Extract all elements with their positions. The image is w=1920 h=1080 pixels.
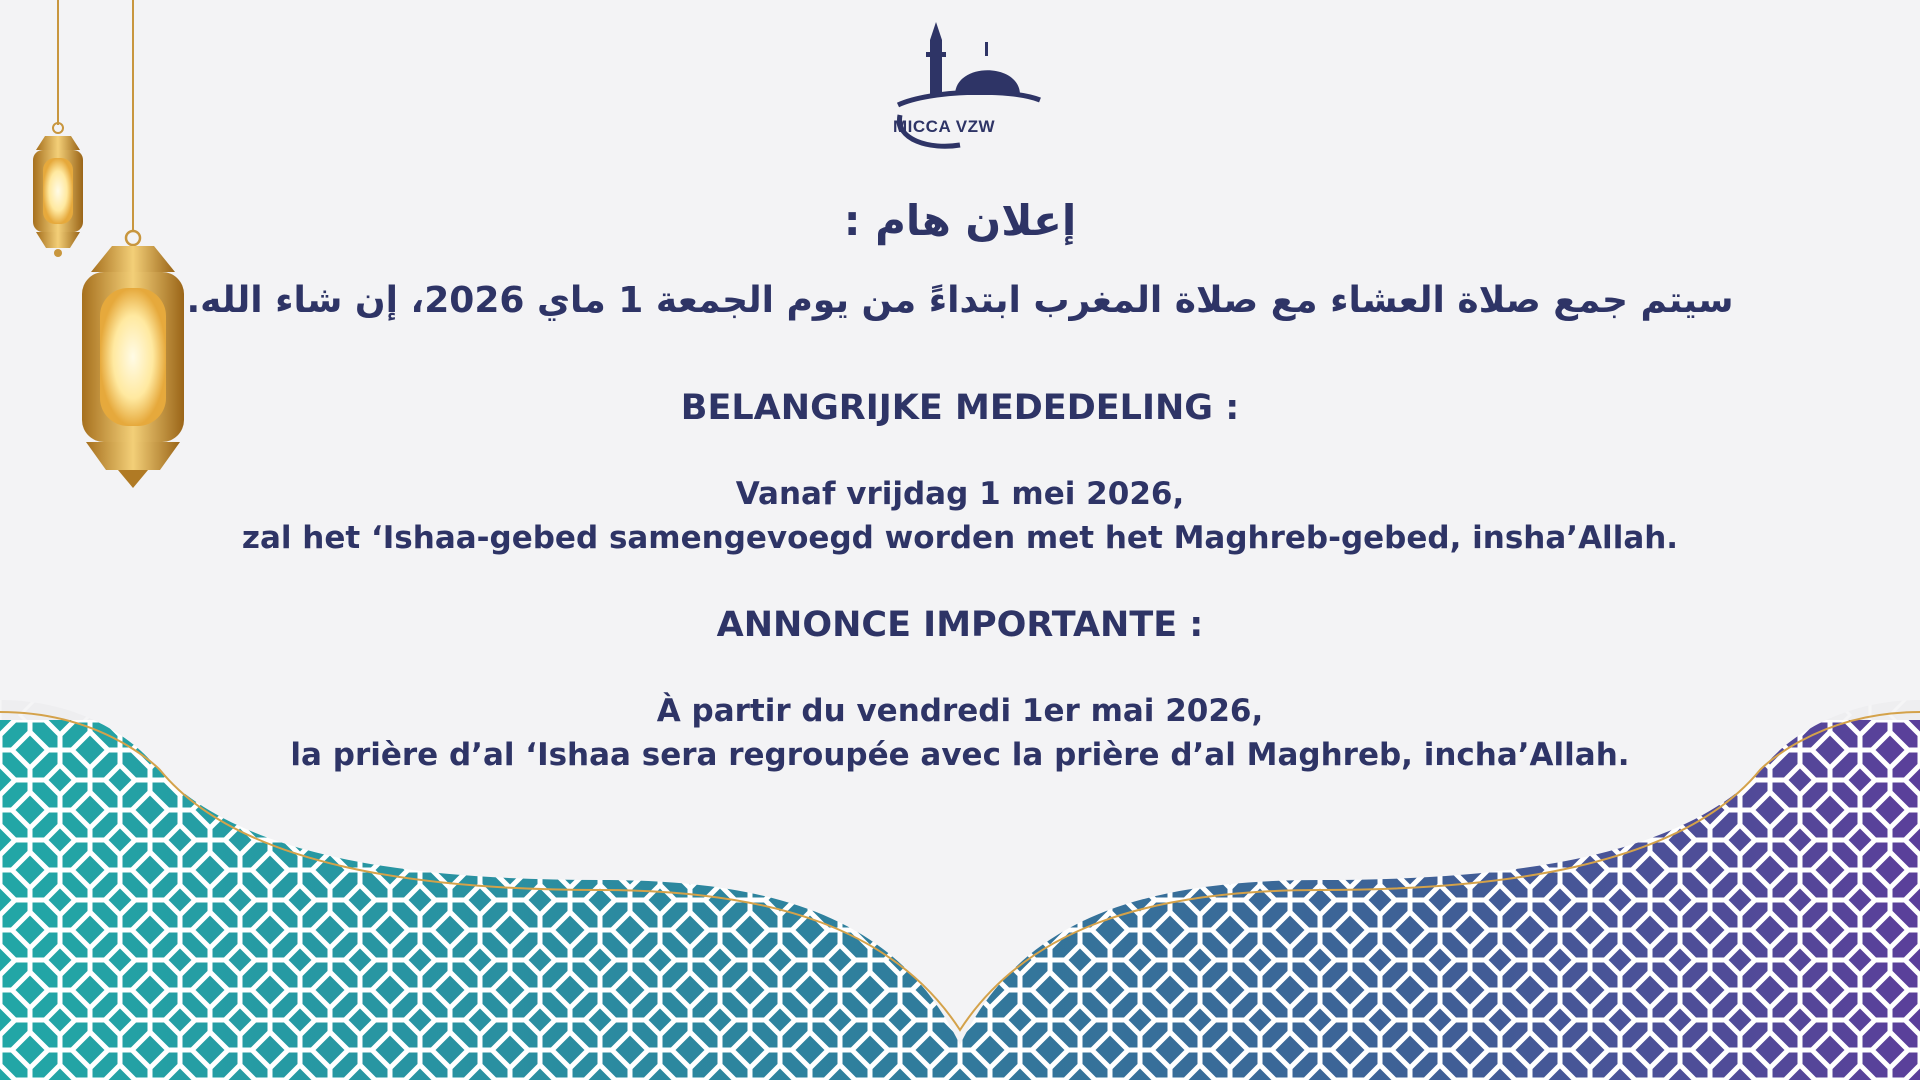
arabic-body: سيتم جمع صلاة العشاء مع صلاة المغرب ابتداءً من يوم الجمعة 1 ماي 2026، إن شاء الله.: [186, 280, 1734, 321]
french-line-2: la prière d’al ‘Ishaa sera regroupée avec la prière d’al Maghreb, incha’Allah.: [290, 737, 1630, 773]
dutch-line-1: Vanaf vrijdag 1 mei 2026,: [735, 476, 1185, 512]
dutch-heading: BELANGRIJKE MEDEDELING :: [680, 388, 1240, 428]
logo-name: MICCA VZW: [893, 117, 996, 136]
dutch-line-2: zal het ‘Ishaa-gebed samengevoegd worden met het Maghreb-gebed, insha’Allah.: [241, 520, 1679, 556]
french-heading: ANNONCE IMPORTANTE :: [716, 605, 1204, 645]
arabic-heading: إعلان هام :: [843, 196, 1077, 245]
french-line-1: À partir du vendredi 1er mai 2026,: [656, 693, 1264, 729]
